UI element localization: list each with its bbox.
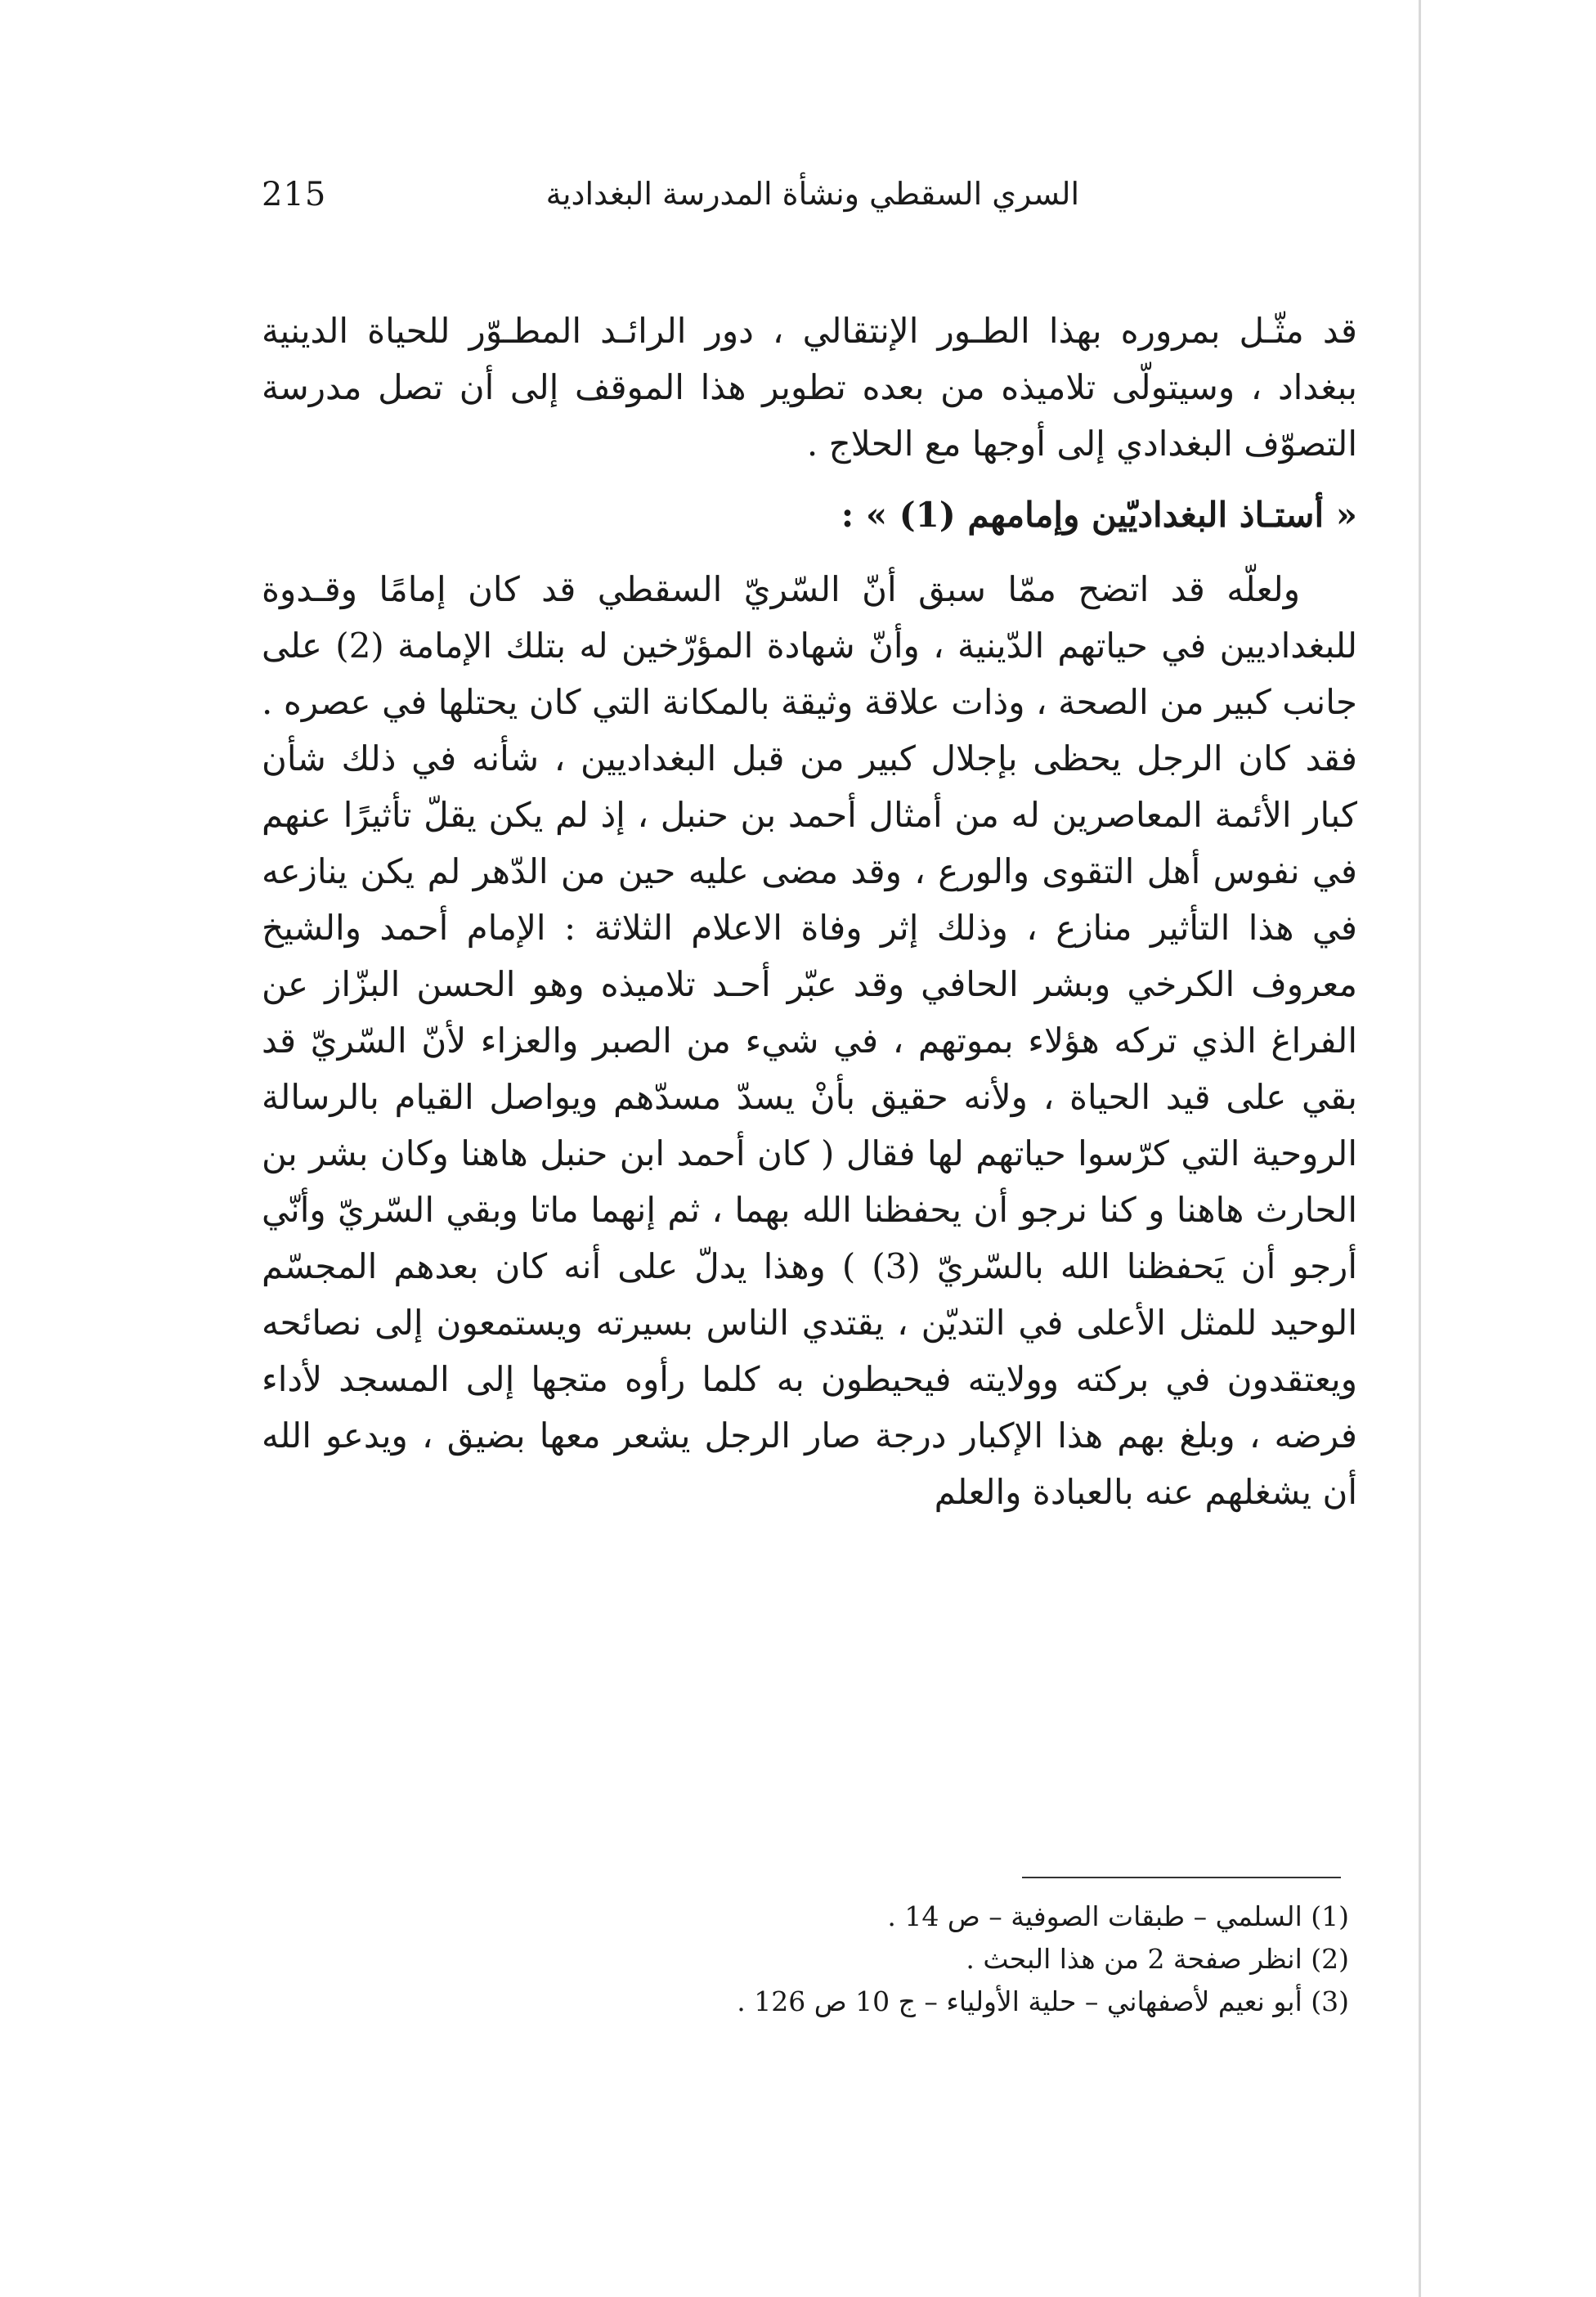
section-heading: « أستـاذ البغداديّين وإمامهم (1) » :: [841, 495, 1357, 535]
footnote-2: (2) انظر صفحة 2 من هذا البحث .: [966, 1943, 1349, 1975]
page-number: 215: [262, 176, 327, 213]
page-header: [262, 176, 1079, 233]
footnote-1: (1) السلمي – طبقات الصوفية – ص 14 .: [887, 1900, 1349, 1932]
running-title: السري السقطي ونشأة المدرسة البغدادية: [545, 176, 1079, 212]
footnote-divider: [1022, 1877, 1341, 1878]
footnotes: [572, 1895, 1349, 2023]
main-paragraph: ولعلّه قد اتضح ممّا سبق أنّ السّريّ السقطي قد كان إمامًا وقـدوة للبغداديين في حياتهم الدّينية ، وأنّ شهادة المؤرّخين له بتلك الإمامة (2) على جانب كبير من الصحة ، وذات علاقة وثيقة بالمكانة التي كان يحتلها في عصره . فقد كان الرجل يحظى بإجلال كبير من قبل البغداديين ، شأنه في ذلك شأن كبار الأئمة المعاصرين له من أمثال أحمد بن حنبل ، إذ لم يكن يقلّ تأثيرًا عنهم في نفوس أهل التقوى والورع ، وقد مضى عليه حين من الدّهر لم يكن ينازعه في هذا التأثير منازع ، وذلك إثر وفاة الاعلام الثلاثة : الإمام أحمد والشيخ معروف الكرخي وبشر الحافي وقد عبّر أحـد تلاميذه وهو الحسن البزّاز عن الفراغ الذي تركه هؤلاء بموتهم ، في شيء من الصبر والعزاء لأنّ السّريّ قد بقي على قيد الحياة ، ولأنه حقيق بأنْ يسدّ مسدّهم ويواصل القيام بالرسالة الروحية التي كرّسوا حياتهم لها فقال ( كان أحمد ابن حنبل هاهنا وكان بشر بن الحارث هاهنا و كنا نرجو أن يحفظنا الله بهما ، ثم إنهما ماتا وبقي السّريّ وأنّي أرجو أن يَحفظنا الله بالسّريّ (3) ) وهذا يدلّ على أنه كان بعدهم المجسّم الوحيد للمثل الأعلى في التديّن ، يقتدي الناس بسيرته ويستمعون إلى نصائحه ويعتقدون في بركته وولايته فيحيطون به كلما رأوه متجها إلى المسجد لأداء فرضه ، وبلغ بهم هذا الإكبار درجة صار الرجل يشعر معها بضيق ، ويدعو الله أن يشغلهم عنه بالعبادة والعلم: [262, 569, 1357, 1512]
body-text: [262, 303, 1357, 1520]
scan-margin-left: [0, 0, 168, 2297]
scan-margin-right: [1419, 0, 1596, 2297]
intro-paragraph: قد مثّـل بمروره بهذا الطـور الإنتقالي ، دور الرائـد المطـوّر للحياة الدينية ببغداد ، وسيتولّى تلاميذه من بعده تطوير هذا الموقف إلى أن تصل مدرسة التصوّف البغدادي إلى أوجها مع الحلاج .: [262, 311, 1357, 464]
footnote-3: (3) أبو نعيم لأصفهاني – حلية الأولياء – ج 10 ص 126 .: [737, 1985, 1349, 2017]
